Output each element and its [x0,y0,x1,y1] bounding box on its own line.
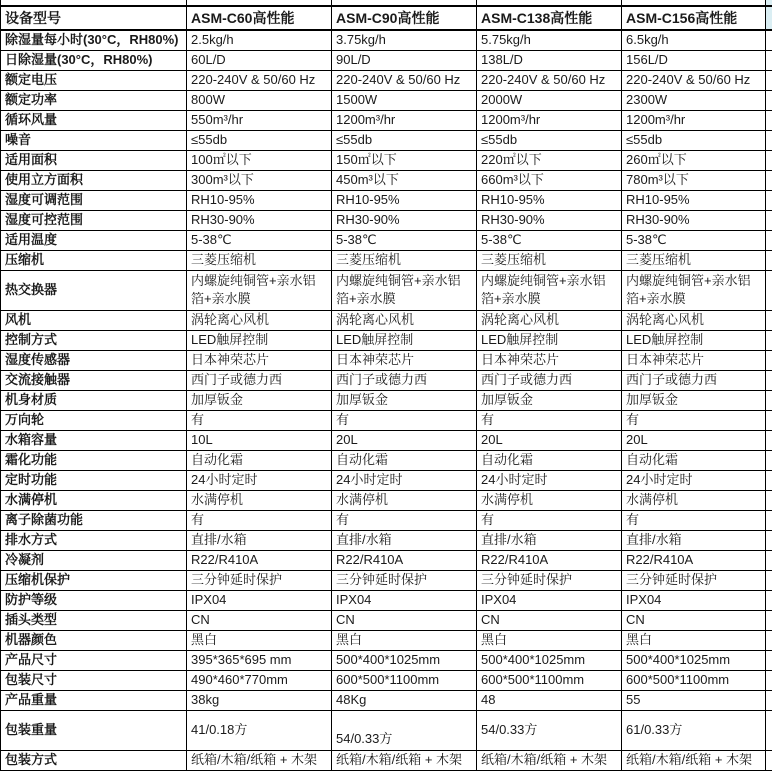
spec-value: 三菱压缩机 [622,250,766,270]
spec-value: 黑白 [477,630,622,650]
spec-value: R22/R410A [332,550,477,570]
spec-value: ≤55db [332,130,477,150]
spec-value: 24小时定时 [332,470,477,490]
spec-value: 800W [187,90,332,110]
spec-value: 5.75kg/h [477,30,622,50]
spec-value: 220-240V & 50/60 Hz [622,70,766,90]
spec-value: CN [622,610,766,630]
spec-value: 有 [622,510,766,530]
spec-value: RH30-90% [477,210,622,230]
spec-value: IPX04 [332,590,477,610]
row-label: 防护等级 [1,590,187,610]
spec-value: 90L/D [332,50,477,70]
spec-row [1,90,772,110]
row-cut-cell [766,230,772,250]
row-cut-cell [766,610,772,630]
spec-value: 550m³/hr [187,110,332,130]
spec-value: CN [187,610,332,630]
row-cut-cell [766,170,772,190]
spec-value: 内螺旋纯铜管+亲水铝箔+亲水膜 [477,270,622,310]
spec-row [1,250,772,270]
spec-value: 500*400*1025mm [622,650,766,670]
spec-value: 1500W [332,90,477,110]
row-label: 日除湿量(30°C，RH80%) [1,50,187,70]
spec-value: LED触屏控制 [332,330,477,350]
spec-value: 内螺旋纯铜管+亲水铝箔+亲水膜 [332,270,477,310]
row-label: 湿度可控范围 [1,210,187,230]
spec-value: 48 [477,690,622,710]
spec-value: 6.5kg/h [622,30,766,50]
spec-value: 38kg [187,690,332,710]
spec-value: RH30-90% [187,210,332,230]
row-cut-cell [766,150,772,170]
spec-value: R22/R410A [477,550,622,570]
spec-row [1,30,772,50]
spec-value: 156L/D [622,50,766,70]
spec-row [1,370,772,390]
row-cut-cell [766,650,772,670]
spec-row [1,50,772,70]
spec-value: 395*365*695 mm [187,650,332,670]
row-label: 交流接触器 [1,370,187,390]
spec-value: RH10-95% [622,190,766,210]
spec-value: 220-240V & 50/60 Hz [332,70,477,90]
spec-value: 20L [622,430,766,450]
spec-value: 自动化霜 [332,450,477,470]
spec-value: 自动化霜 [187,450,332,470]
spec-value: CN [332,610,477,630]
spec-value: 加厚钣金 [622,390,766,410]
row-cut-cell [766,570,772,590]
spec-value: 西门子或德力西 [622,370,766,390]
spec-value: 55 [622,690,766,710]
spec-value: 加厚钣金 [187,390,332,410]
row-label: 插头类型 [1,610,187,630]
row-cut-cell [766,110,772,130]
row-cut-cell [766,670,772,690]
row-cut-cell [766,130,772,150]
spec-row [1,470,772,490]
row-cut-cell [766,30,772,50]
spec-value: 有 [187,410,332,430]
spec-value: 三分钟延时保护 [187,570,332,590]
spec-value: IPX04 [622,590,766,610]
spec-value: 直排/水箱 [187,530,332,550]
spec-row [1,650,772,670]
spec-value: RH10-95% [332,190,477,210]
header-model-3: ASM-C156高性能 [622,6,766,30]
spec-value: 490*460*770mm [187,670,332,690]
row-cut-cell [766,510,772,530]
spec-value: LED触屏控制 [622,330,766,350]
spec-value: 黑白 [187,630,332,650]
spec-value: 24小时定时 [187,470,332,490]
spec-value: 60L/D [187,50,332,70]
spec-row [1,610,772,630]
row-cut-cell [766,370,772,390]
spec-value: 5-38℃ [622,230,766,250]
spec-value: 日本神荣芯片 [477,350,622,370]
row-label: 循环风量 [1,110,187,130]
spec-value: 54/0.33方 [332,710,477,750]
spec-value: 日本神荣芯片 [622,350,766,370]
spec-value: 1200m³/hr [477,110,622,130]
spec-value: 三菱压缩机 [187,250,332,270]
row-label: 离子除菌功能 [1,510,187,530]
spec-value: 有 [187,510,332,530]
row-label: 除湿量每小时(30°C，RH80%) [1,30,187,50]
spec-value: 5-38℃ [187,230,332,250]
spec-row [1,330,772,350]
row-label: 湿度传感器 [1,350,187,370]
header-cut-cell [766,6,772,30]
spec-value: ≤55db [187,130,332,150]
spec-value: 24小时定时 [477,470,622,490]
spec-value: 加厚钣金 [477,390,622,410]
spec-value: 西门子或德力西 [477,370,622,390]
spec-value: 纸箱/木箱/纸箱 + 木架 [187,750,332,770]
spec-table-body [1,0,772,770]
spec-value: 纸箱/木箱/纸箱 + 木架 [622,750,766,770]
spec-row [1,430,772,450]
spec-row [1,110,772,130]
row-cut-cell [766,210,772,230]
row-cut-cell [766,270,772,310]
spec-value: 涡轮离心风机 [477,310,622,330]
header-model-0: ASM-C60高性能 [187,6,332,30]
row-label: 适用面积 [1,150,187,170]
row-label: 水满停机 [1,490,187,510]
spec-value: 水满停机 [477,490,622,510]
spec-value: CN [477,610,622,630]
row-label: 冷凝剂 [1,550,187,570]
spec-row [1,70,772,90]
spec-value: 直排/水箱 [332,530,477,550]
row-label: 包装尺寸 [1,670,187,690]
spec-value: 41/0.18方 [187,710,332,750]
spec-value: 日本神荣芯片 [332,350,477,370]
spec-value: 有 [622,410,766,430]
row-cut-cell [766,590,772,610]
spec-value: ≤55db [622,130,766,150]
row-label: 压缩机 [1,250,187,270]
spec-row [1,450,772,470]
spec-row [1,750,772,770]
row-label: 排水方式 [1,530,187,550]
row-cut-cell [766,630,772,650]
spec-value: RH10-95% [187,190,332,210]
row-cut-cell [766,690,772,710]
row-cut-cell [766,430,772,450]
spec-value: 黑白 [622,630,766,650]
spec-value: 西门子或德力西 [332,370,477,390]
row-label: 压缩机保护 [1,570,187,590]
spec-value: 48Kg [332,690,477,710]
spec-value: 600*500*1100mm [622,670,766,690]
row-label: 产品尺寸 [1,650,187,670]
spec-row [1,270,772,310]
spec-value: 内螺旋纯铜管+亲水铝箔+亲水膜 [622,270,766,310]
spec-value: 三菱压缩机 [477,250,622,270]
spec-row [1,490,772,510]
spec-value: 660m³以下 [477,170,622,190]
row-cut-cell [766,70,772,90]
spec-value: 61/0.33方 [622,710,766,750]
row-cut-cell [766,50,772,70]
spec-value: 内螺旋纯铜管+亲水铝箔+亲水膜 [187,270,332,310]
spec-value: 三分钟延时保护 [477,570,622,590]
spec-row [1,710,772,750]
spec-row [1,510,772,530]
spec-value: 自动化霜 [477,450,622,470]
row-label: 定时功能 [1,470,187,490]
spec-value: LED触屏控制 [187,330,332,350]
spec-row [1,130,772,150]
row-label: 机器颜色 [1,630,187,650]
spec-row [1,190,772,210]
spec-value: 水满停机 [332,490,477,510]
row-label: 控制方式 [1,330,187,350]
row-cut-cell [766,530,772,550]
row-cut-cell [766,250,772,270]
spec-row [1,690,772,710]
spec-value: 5-38℃ [332,230,477,250]
spec-row [1,390,772,410]
row-cut-cell [766,750,772,770]
spec-value: ≤55db [477,130,622,150]
row-label: 产品重量 [1,690,187,710]
spec-value: LED触屏控制 [477,330,622,350]
spec-value: 纸箱/木箱/纸箱 + 木架 [332,750,477,770]
header-model-1: ASM-C90高性能 [332,6,477,30]
row-label: 湿度可调范围 [1,190,187,210]
spec-value: 20L [477,430,622,450]
spec-value: 220-240V & 50/60 Hz [187,70,332,90]
spec-value: 300m³以下 [187,170,332,190]
spec-value: 3.75kg/h [332,30,477,50]
spec-value: 150㎡以下 [332,150,477,170]
spec-value: 西门子或德力西 [187,370,332,390]
spec-value: 2.5kg/h [187,30,332,50]
spec-value: RH10-95% [477,190,622,210]
spec-value: 涡轮离心风机 [332,310,477,330]
spec-value: R22/R410A [187,550,332,570]
spec-value: 黑白 [332,630,477,650]
row-label: 风机 [1,310,187,330]
row-cut-cell [766,550,772,570]
spec-value: 20L [332,430,477,450]
header-model-2: ASM-C138高性能 [477,6,622,30]
spec-value: 24小时定时 [622,470,766,490]
spec-value: 加厚钣金 [332,390,477,410]
row-label: 热交换器 [1,270,187,310]
spec-row [1,530,772,550]
spec-value: 纸箱/木箱/纸箱 + 木架 [477,750,622,770]
spec-value: 780m³以下 [622,170,766,190]
spec-row [1,590,772,610]
spec-value: 水满停机 [622,490,766,510]
spec-value: 138L/D [477,50,622,70]
spec-row [1,170,772,190]
spec-row [1,630,772,650]
spec-value: 涡轮离心风机 [187,310,332,330]
spec-row [1,230,772,250]
spec-row [1,350,772,370]
spec-value: IPX04 [187,590,332,610]
spec-row [1,310,772,330]
row-cut-cell [766,410,772,430]
spec-value: 1200m³/hr [332,110,477,130]
spec-value: 有 [477,410,622,430]
row-cut-cell [766,390,772,410]
spec-value: 54/0.33方 [477,710,622,750]
spec-row [1,150,772,170]
spec-value: 1200m³/hr [622,110,766,130]
spec-value: 2000W [477,90,622,110]
spec-row [1,210,772,230]
row-label: 万向轮 [1,410,187,430]
row-cut-cell [766,490,772,510]
spec-value: 直排/水箱 [622,530,766,550]
row-label: 额定电压 [1,70,187,90]
spec-value: 有 [477,510,622,530]
spec-value: 260㎡以下 [622,150,766,170]
row-label: 霜化功能 [1,450,187,470]
spec-value: 600*500*1100mm [332,670,477,690]
spec-value: 500*400*1025mm [477,650,622,670]
spec-value: 三分钟延时保护 [622,570,766,590]
row-label: 使用立方面积 [1,170,187,190]
spec-value: 三分钟延时保护 [332,570,477,590]
spec-row [1,550,772,570]
spec-value: 600*500*1100mm [477,670,622,690]
spec-value: 500*400*1025mm [332,650,477,670]
row-cut-cell [766,310,772,330]
spec-value: 水满停机 [187,490,332,510]
spec-value: 直排/水箱 [477,530,622,550]
row-cut-cell [766,470,772,490]
row-cut-cell [766,90,772,110]
spec-value: IPX04 [477,590,622,610]
row-label: 包装方式 [1,750,187,770]
spec-value: 450m³以下 [332,170,477,190]
spec-value: 有 [332,410,477,430]
spec-value: 220-240V & 50/60 Hz [477,70,622,90]
spec-row [1,570,772,590]
spec-value: 三菱压缩机 [332,250,477,270]
row-label: 机身材质 [1,390,187,410]
spec-value: 2300W [622,90,766,110]
row-cut-cell [766,330,772,350]
row-cut-cell [766,350,772,370]
header-row [1,6,772,30]
spec-value: 日本神荣芯片 [187,350,332,370]
spec-value: RH30-90% [332,210,477,230]
spec-value: 220㎡以下 [477,150,622,170]
spec-value: 100㎡以下 [187,150,332,170]
row-label: 包装重量 [1,710,187,750]
row-cut-cell [766,710,772,750]
spec-value: R22/R410A [622,550,766,570]
header-device-model-label: 设备型号 [1,6,187,30]
row-label: 噪音 [1,130,187,150]
spec-value: 有 [332,510,477,530]
spec-value: 5-38℃ [477,230,622,250]
spec-value: RH30-90% [622,210,766,230]
row-label: 适用温度 [1,230,187,250]
spec-row [1,410,772,430]
spec-value: 10L [187,430,332,450]
spec-value: 自动化霜 [622,450,766,470]
spec-row [1,670,772,690]
row-cut-cell [766,190,772,210]
row-label: 水箱容量 [1,430,187,450]
spec-value: 涡轮离心风机 [622,310,766,330]
row-label: 额定功率 [1,90,187,110]
row-cut-cell [766,450,772,470]
